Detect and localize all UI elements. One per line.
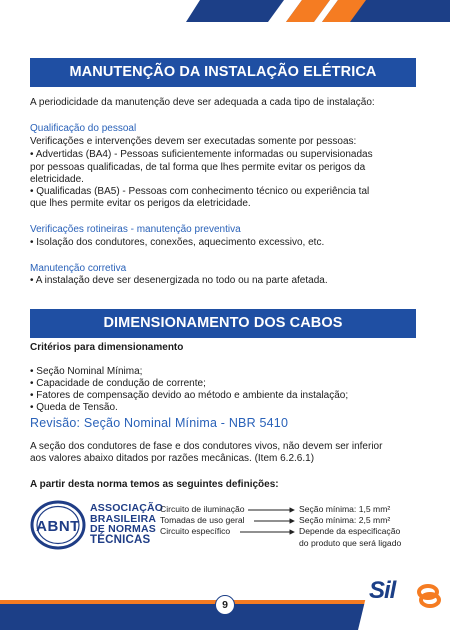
revisao-heading: Revisão: Seção Nominal Mínima - NBR 5410 <box>30 416 289 430</box>
qualificacao-line: • Advertidas (BA4) - Pessoas suficientemente informadas ou supervisionadas <box>30 149 373 160</box>
abnt-name-line: DE NORMAS <box>90 523 156 536</box>
definicoes-circuitos <box>160 504 245 538</box>
definicoes-heading: A partir desta norma temos as seguintes definições: <box>30 479 279 490</box>
secao-paragraph-line: aos valores abaixo ditados por razões mecânicas. (Item 6.2.6.1) <box>30 453 315 464</box>
section-value: Depende da especificação <box>299 526 401 537</box>
qualificacao-line: Verificações e intervenções devem ser executadas somente por pessoas: <box>30 136 357 147</box>
criterio-item: • Capacidade de condução de corrente; <box>30 378 206 389</box>
secao-paragraph-line: A seção dos condutores de fase e dos condutores vivos, não devem ser inferior <box>30 441 383 452</box>
circuit-label: Tomadas de uso geral <box>160 515 245 526</box>
top-decorative-stripes <box>0 0 450 22</box>
abnt-name-line: ASSOCIAÇÃO <box>90 502 164 514</box>
section-value: Seção mínima: 1,5 mm² <box>299 504 391 514</box>
abnt-logo <box>30 500 86 550</box>
section-title-manutencao: MANUTENÇÃO DA INSTALAÇÃO ELÉTRICA <box>30 58 416 86</box>
section-title-dimensionamento: DIMENSIONAMENTO DOS CABOS <box>30 309 416 337</box>
abnt-name-line: BRASILEIRA <box>90 512 157 525</box>
qualificacao-line: por pessoas qualificadas, de tal forma que lhes permite evitar os perigos da <box>30 162 366 173</box>
abnt-name-line: TÉCNICAS <box>90 533 151 546</box>
section-divider <box>30 86 416 87</box>
section-value-continuation: do produto que será ligado <box>299 537 402 548</box>
abnt-name <box>90 503 163 545</box>
criterio-item: • Seção Nominal Mínima; <box>30 366 143 377</box>
section-value: Seção mínima: 2,5 mm² <box>299 515 391 526</box>
qualificacao-line: • Qualificadas (BA5) - Pessoas com conhecimento técnico ou experiência tal <box>30 186 370 197</box>
qualificacao-line: eletricidade. <box>30 174 84 185</box>
corretiva-heading: Manutenção corretiva <box>30 263 127 274</box>
sil-logo: Sil <box>369 577 396 604</box>
abnt-logo-text: ABNT <box>36 518 80 535</box>
circuit-label: Circuito de iluminação <box>160 504 245 514</box>
criterio-item: • Queda de Tensão. <box>30 402 118 413</box>
verificacoes-heading: Verificações rotineiras - manutenção preventiva <box>30 224 241 235</box>
definicoes-valores <box>299 504 401 549</box>
qualificacao-line: que lhes permite evitar os perigos da eletricidade. <box>30 198 251 209</box>
criterio-item: • Fatores de compensação devido ao método e ambiente da instalação; <box>30 390 349 401</box>
section-divider <box>30 337 416 338</box>
manutencao-intro: A periodicidade da manutenção deve ser adequada a cada tipo de instalação: <box>30 97 375 108</box>
circuit-label: Circuito específico <box>160 526 231 537</box>
corretiva-line: • A instalação deve ser desenergizada no todo ou na parte afetada. <box>30 275 328 286</box>
verificacoes-line: • Isolação dos condutores, conexões, aquecimento excessivo, etc. <box>30 237 325 248</box>
page-number: 9 <box>215 595 235 615</box>
qualificacao-heading: Qualificação do pessoal <box>30 123 137 134</box>
criterios-heading: Critérios para dimensionamento <box>30 342 184 353</box>
